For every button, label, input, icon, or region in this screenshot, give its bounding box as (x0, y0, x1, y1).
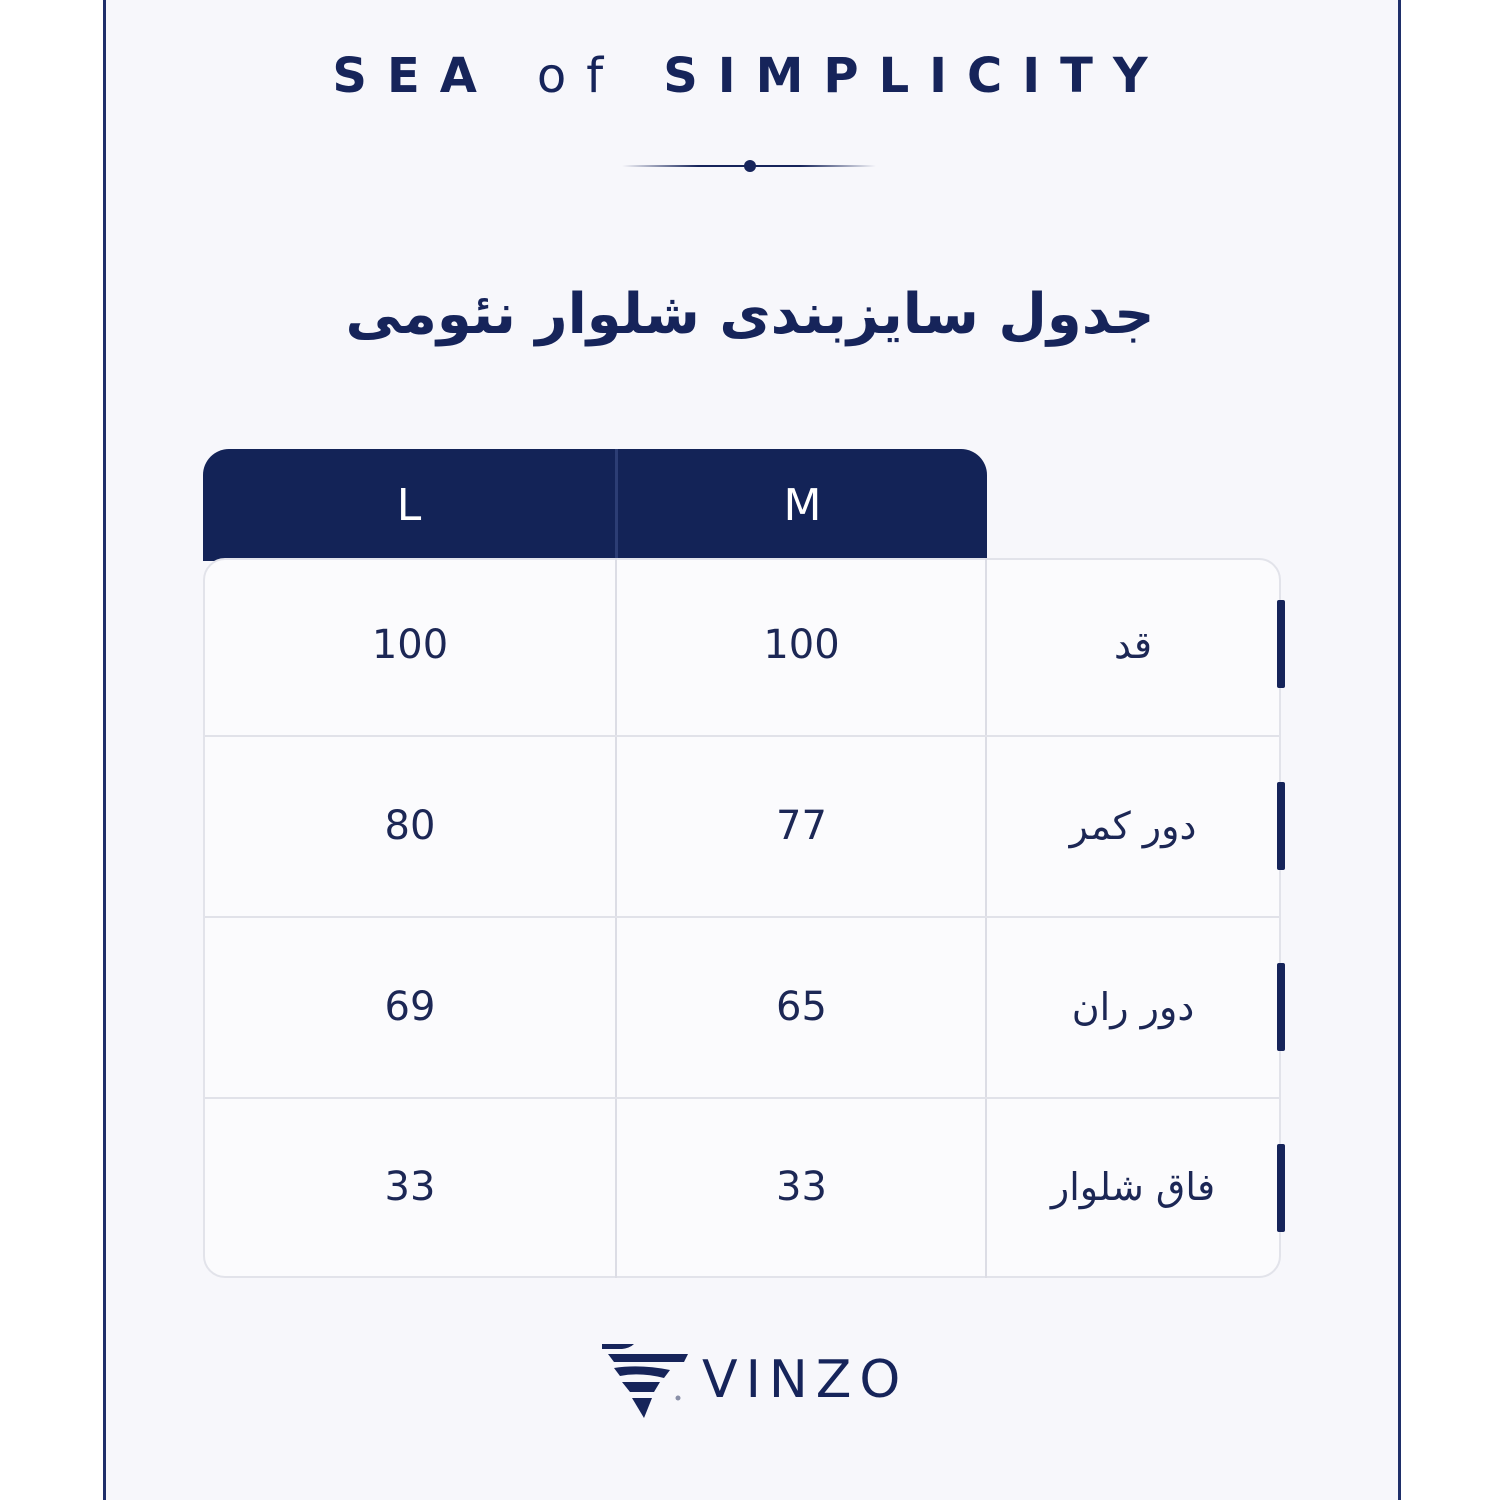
row-label-rise: فاق شلوار (1050, 1165, 1216, 1209)
row-label-waist: دور کمر (1069, 804, 1197, 848)
row-label-height: قد (1113, 623, 1153, 667)
column-divider (615, 558, 617, 1278)
row-accent-bar (1277, 963, 1285, 1051)
row-label-thigh: دور ران (1071, 985, 1195, 1029)
table-cell-rise-l: 33 (384, 1164, 436, 1210)
brand-title-word-of: of (536, 48, 624, 104)
row-accent-bar (1277, 1144, 1285, 1232)
page-title: جدول سایزبندی شلوار نئومی (345, 282, 1155, 347)
row-accent-bar (1277, 782, 1285, 870)
table-cell-thigh-m: 65 (776, 984, 827, 1030)
table-cell-waist-l: 80 (384, 803, 436, 849)
column-divider (985, 558, 987, 1278)
brand-title-word-simplicity: SIMPLICITY (663, 48, 1168, 104)
brand-title (0, 48, 1500, 104)
table-cell-thigh-l: 69 (384, 984, 436, 1030)
table-cell-height-m: 100 (763, 622, 840, 668)
divider-dot (744, 160, 756, 172)
column-header-m: M (618, 449, 987, 561)
table-cell-waist-m: 77 (776, 803, 827, 849)
logo-text: VINZO (702, 1350, 909, 1410)
column-header-l: L (203, 449, 615, 561)
table-cell-rise-m: 33 (776, 1164, 827, 1210)
brand-title-word-sea: SEA (332, 48, 497, 104)
vinzo-logo-icon (600, 1340, 692, 1422)
table-cell-height-l: 100 (371, 622, 449, 668)
row-accent-bar (1277, 600, 1285, 688)
vinzo-logo (600, 1340, 909, 1425)
